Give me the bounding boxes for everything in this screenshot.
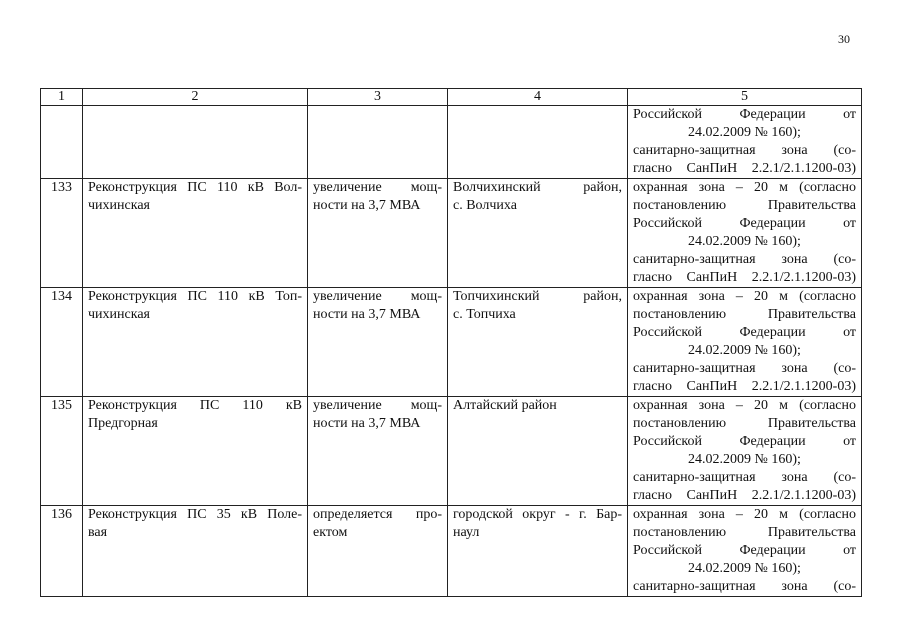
object-cell [83,506,308,597]
purpose-cell [308,288,448,397]
number-cell: 134 [41,288,83,397]
cell-line: Реконструкция ПС 110 кВ Топ- [88,289,302,304]
cell-line: Алтайский район [453,398,557,413]
cell-line: Реконструкция ПС 110 кВ Вол- [88,180,302,195]
cell-line: санитарно-защитная зона (со- [633,470,856,485]
table-row [41,288,862,397]
protection-zone-cell [628,288,862,397]
cell-line: наул [453,525,480,540]
document-table [40,88,862,597]
cell-line: с. Топчиха [453,307,516,322]
cell-line: охранная зона – 20 м (согласно [633,507,856,522]
cell-line: с. Волчиха [453,198,517,213]
cell-line: определяется про- [313,507,442,522]
object-cell [83,288,308,397]
cell-line: увеличение мощ- [313,398,442,413]
column-header: 2 [83,89,308,106]
cell-line: Российской Федерации от [633,434,856,449]
cell-line: увеличение мощ- [313,289,442,304]
cell-line: Реконструкция ПС 110 кВ [88,398,302,413]
location-cell [448,106,628,179]
cell-line: Российской Федерации от [633,216,856,231]
cell-line: вая [88,525,108,540]
cell-line: охранная зона – 20 м (согласно [633,398,856,413]
cell-line: чихинская [88,198,150,213]
column-header: 1 [41,89,83,106]
cell-line: постановлению Правительства [633,525,856,540]
table-header-row [41,89,862,106]
cell-line: увеличение мощ- [313,180,442,195]
table-row-continuation [41,106,862,179]
cell-line: Топчихинский район, [453,289,622,304]
cell-line: 24.02.2009 № 160); [688,234,801,249]
location-cell [448,288,628,397]
page-number: 30 [838,32,850,46]
number-cell: 135 [41,397,83,506]
column-header: 5 [628,89,862,106]
cell-line: охранная зона – 20 м (согласно [633,180,856,195]
purpose-cell [308,106,448,179]
cell-line: постановлению Правительства [633,307,856,322]
protection-zone-cell [628,397,862,506]
cell-line: Реконструкция ПС 35 кВ Поле- [88,507,302,522]
cell-line: санитарно-защитная зона (со- [633,579,856,594]
cell-line: Российской Федерации от [633,543,856,558]
column-header: 4 [448,89,628,106]
cell-line: Волчихинский район, [453,180,622,195]
cell-line: гласно СанПиН 2.2.1/2.1.1200-03) [633,488,856,503]
location-cell [448,179,628,288]
cell-line: санитарно-защитная зона (со- [633,361,856,376]
cell-line: санитарно-защитная зона (со- [633,252,856,267]
table-row [41,397,862,506]
cell-line: постановлению Правительства [633,416,856,431]
table-row [41,179,862,288]
cell-line: гласно СанПиН 2.2.1/2.1.1200-03) [633,270,856,285]
number-cell: 136 [41,506,83,597]
cell-line: санитарно-защитная зона (со- [633,143,856,158]
cell-line: ности на 3,7 МВА [313,307,421,322]
cell-line: ности на 3,7 МВА [313,416,421,431]
cell-line: постановлению Правительства [633,198,856,213]
column-header: 3 [308,89,448,106]
cell-line: гласно СанПиН 2.2.1/2.1.1200-03) [633,161,856,176]
cell-line: городской округ - г. Бар- [453,507,622,522]
cell-line: 24.02.2009 № 160); [688,125,801,140]
purpose-cell [308,506,448,597]
protection-zone-cell [628,179,862,288]
protection-zone-cell [628,506,862,597]
cell-line: чихинская [88,307,150,322]
cell-line: 24.02.2009 № 160); [688,343,801,358]
purpose-cell [308,179,448,288]
cell-line: гласно СанПиН 2.2.1/2.1.1200-03) [633,379,856,394]
location-cell [448,506,628,597]
cell-line: ности на 3,7 МВА [313,198,421,213]
number-cell [41,106,83,179]
protection-zone-cell [628,106,862,179]
object-cell [83,106,308,179]
table-row [41,506,862,597]
cell-line: ектом [313,525,348,540]
cell-line: 24.02.2009 № 160); [688,561,801,576]
location-cell [448,397,628,506]
cell-line: 24.02.2009 № 160); [688,452,801,467]
object-cell [83,397,308,506]
number-cell: 133 [41,179,83,288]
object-cell [83,179,308,288]
cell-line: Российской Федерации от [633,325,856,340]
cell-line: Предгорная [88,416,158,431]
cell-line: Российской Федерации от [633,107,856,122]
purpose-cell [308,397,448,506]
cell-line: охранная зона – 20 м (согласно [633,289,856,304]
